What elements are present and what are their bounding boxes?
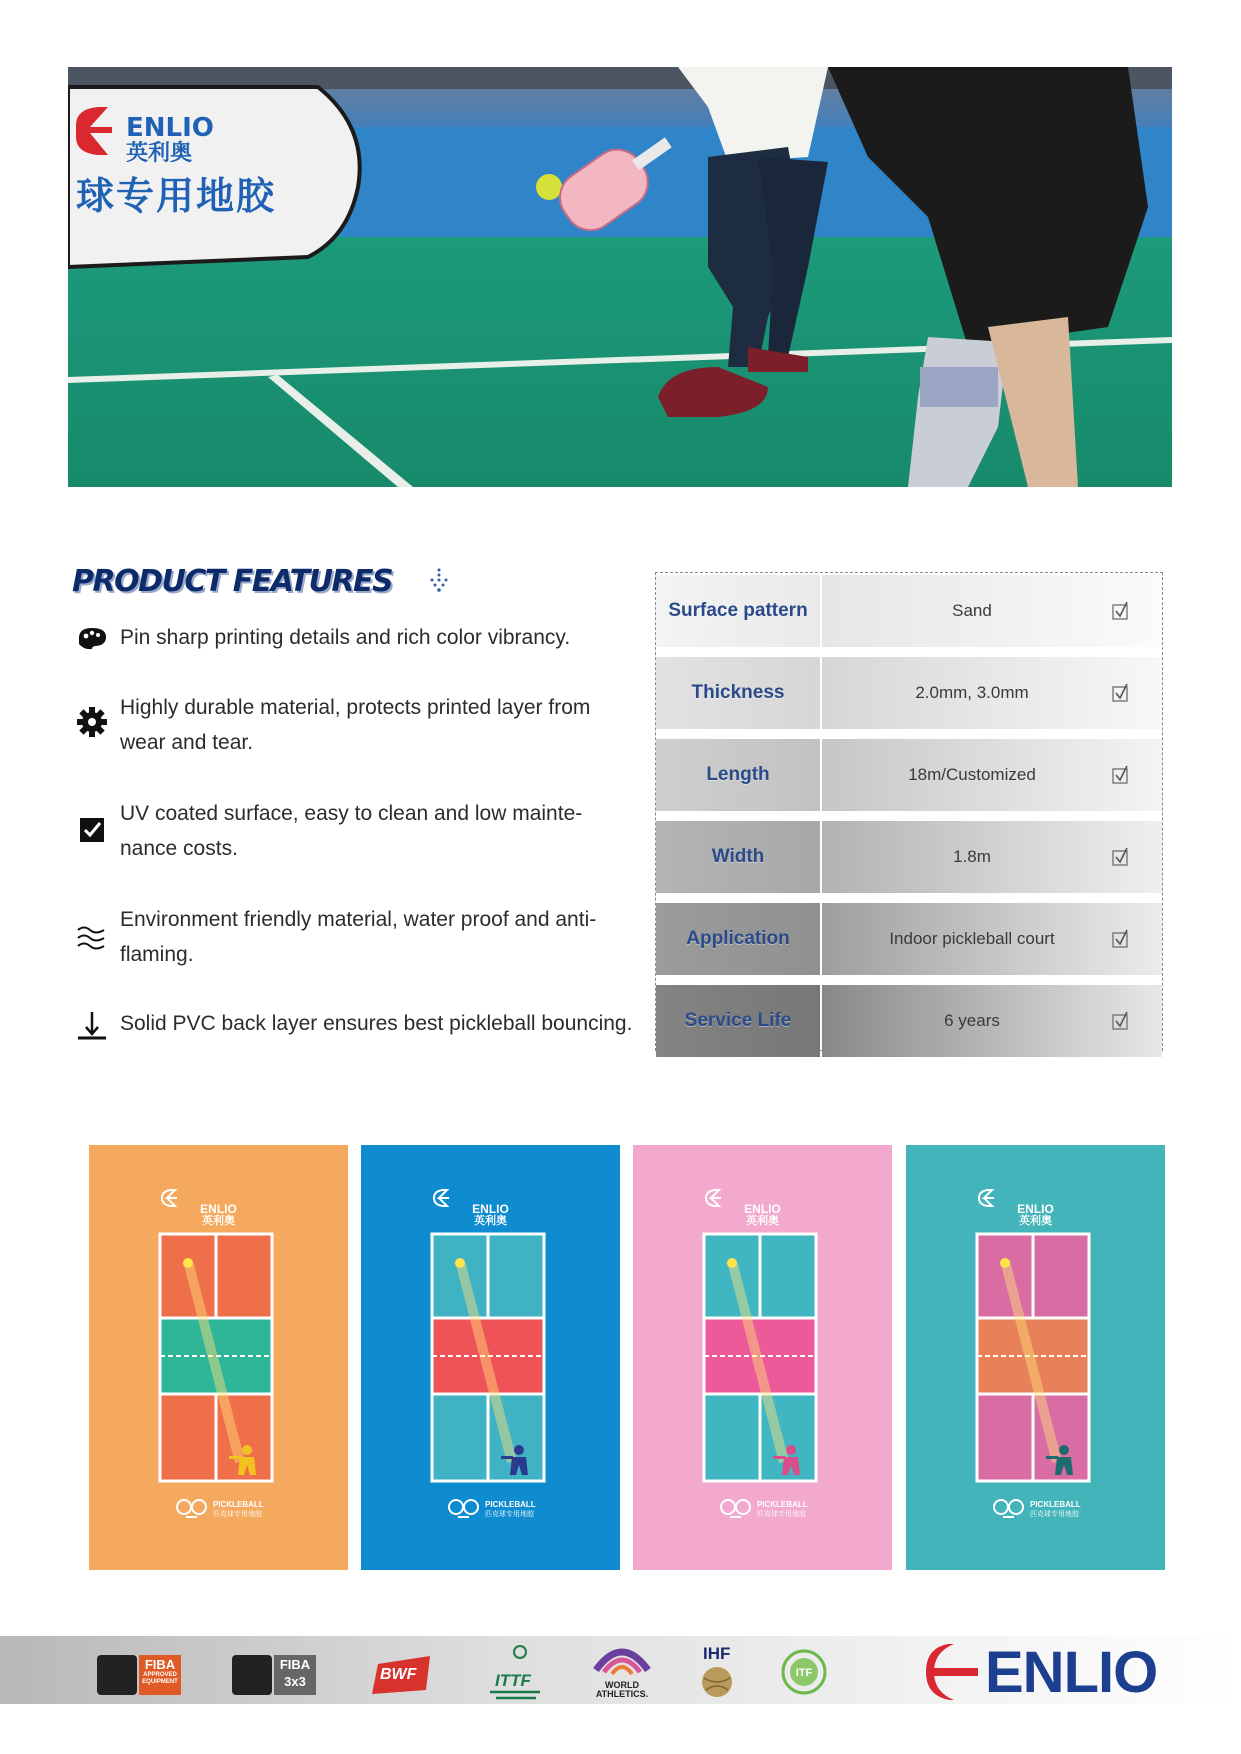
hero-scene (68, 67, 1172, 487)
partner-logo-strip (0, 1636, 1241, 1704)
feature-item: UV coated surface, easy to clean and low mainte- nance costs. (120, 802, 583, 860)
court-card (906, 1145, 1165, 1570)
spec-value: 18m/Customized (822, 739, 1162, 811)
card-footer: PICKLEBALL (757, 1500, 808, 1509)
card-footer: PICKLEBALL (1030, 1500, 1081, 1509)
world-athletics-logo (592, 1640, 652, 1680)
ittf-label: ITTF (495, 1671, 531, 1690)
card-footer: PICKLEBALL (485, 1500, 536, 1509)
card-footer-cn: 匹克球专用地胶 (485, 1510, 534, 1518)
check-mark-icon (1112, 1011, 1130, 1031)
spec-row (656, 575, 1162, 647)
spec-label: Thickness (656, 657, 820, 729)
itf-logo (780, 1648, 828, 1696)
spec-row (656, 657, 1162, 729)
card-brand: ENLIO (1017, 1202, 1054, 1216)
fiba-3x3-logo (232, 1651, 318, 1695)
basketball-icon (232, 1655, 272, 1695)
arrow-down-icon (424, 566, 454, 596)
card-brand: ENLIO (200, 1202, 237, 1216)
court-card (89, 1145, 348, 1570)
card-brand-cn: 英利奥 (474, 1214, 507, 1227)
card-footer-cn: 匹克球专用地胶 (757, 1510, 806, 1518)
world-athletics-label: WORLD ATHLETICS. (595, 1680, 649, 1699)
spec-value: Indoor pickleball court (822, 903, 1162, 975)
spec-value: Sand (822, 575, 1162, 647)
feature-item: Highly durable material, protects printed layer from wear and tear. (120, 696, 591, 754)
fiba-label: FIBA (144, 1657, 176, 1672)
spec-label: Width (656, 821, 820, 893)
fiba3-sub-label: 3x3 (284, 1674, 306, 1689)
fiba-approved-logo (97, 1651, 183, 1695)
check-mark-icon (1112, 683, 1130, 703)
court-card (633, 1145, 892, 1570)
handball-icon (700, 1664, 734, 1700)
card-brand-cn: 英利奥 (1019, 1214, 1052, 1227)
ihf-label: IHF (703, 1644, 731, 1663)
spec-label: Surface pattern (656, 575, 820, 647)
spec-value: 6 years (822, 985, 1162, 1057)
palette-icon (74, 620, 110, 656)
banner-slogan: 球专用地胶 (76, 174, 277, 218)
spec-row (656, 903, 1162, 975)
spec-label: Application (656, 903, 820, 975)
fiba3-label: FIBA (279, 1657, 311, 1672)
enlio-logo-icon (920, 1640, 982, 1702)
feature-item: Solid PVC back layer ensures best pickleball bouncing. (120, 1012, 633, 1035)
checkbox-icon (74, 812, 110, 848)
card-brand-cn: 英利奥 (746, 1214, 779, 1227)
svg-text:ITF: ITF (795, 1667, 813, 1679)
basketball-icon (97, 1655, 137, 1695)
spec-row (656, 985, 1162, 1057)
court-card (361, 1145, 620, 1570)
banner-brand-cn: 英利奥 (126, 141, 193, 166)
enlio-wordmark: ENLIO (985, 1640, 1158, 1705)
spec-label: Length (656, 739, 820, 811)
card-brand: ENLIO (744, 1202, 781, 1216)
check-mark-icon (1112, 601, 1130, 621)
card-footer: PICKLEBALL (213, 1500, 264, 1509)
spec-row (656, 739, 1162, 811)
bounce-icon (74, 1008, 110, 1044)
spec-table (655, 572, 1163, 1051)
spec-row (656, 821, 1162, 893)
feature-item: Environment friendly material, water proof and anti-flaming. (120, 908, 597, 966)
spec-value: 1.8m (822, 821, 1162, 893)
feature-item: Pin sharp printing details and rich color vibrancy. (120, 626, 571, 649)
check-mark-icon (1112, 765, 1130, 785)
bwf-label: BWF (380, 1666, 417, 1683)
spec-value: 2.0mm, 3.0mm (822, 657, 1162, 729)
card-footer-cn: 匹克球专用地胶 (213, 1510, 262, 1518)
check-mark-icon (1112, 847, 1130, 867)
banner-brand: ENLIO (126, 113, 214, 143)
hero-photo (68, 67, 1172, 487)
fiba-sub-label: APPROVED EQUIPMENT (142, 1672, 178, 1685)
spec-label: Service Life (656, 985, 820, 1057)
gear-icon (74, 704, 110, 740)
check-mark-icon (1112, 929, 1130, 949)
features-title: PRODUCT FEATURES (72, 564, 393, 599)
card-brand-cn: 英利奥 (202, 1214, 235, 1227)
card-brand: ENLIO (472, 1202, 509, 1216)
waves-icon (74, 920, 110, 956)
card-footer-cn: 匹克球专用地胶 (1030, 1510, 1079, 1518)
